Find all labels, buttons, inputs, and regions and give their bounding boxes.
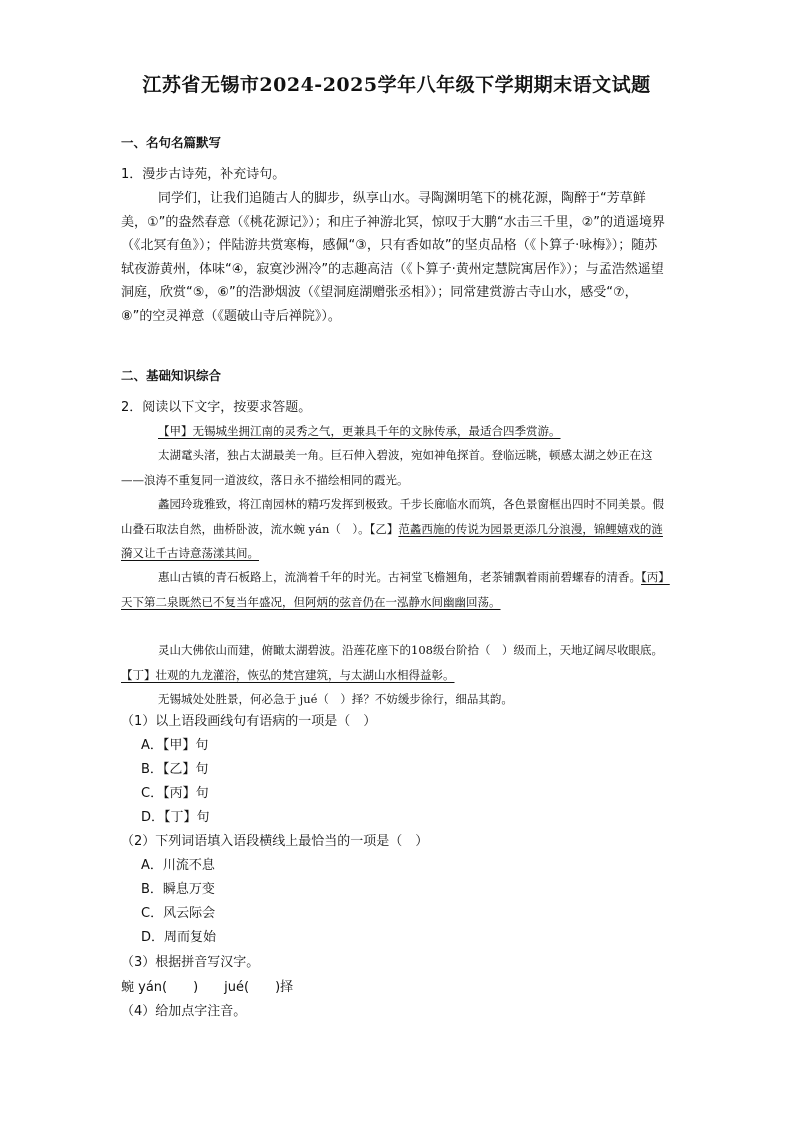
paragraph-3-text: 蠡园玲珑雅致，将江南园林的精巧发挥到极致。千步长廊临水而筑，各色景窗框出四时不同美景。假山叠石取法自然，曲桥卧波，流水蜿 yán（ ）。 <box>121 497 664 536</box>
underlined-sentence-ding: 【丁】壮观的九龙灌浴，恢弘的梵宫建筑，与太湖山水相得益彰。 <box>121 667 455 682</box>
section-heading-1: 一、名句名篇默写 <box>121 135 222 150</box>
question-1-passage: 同学们，让我们追随古人的脚步，纵享山水。寻陶渊明笔下的桃花源，陶醉于“芳草鲜美，①”的盎然春意（《桃花源记》）；和庄子神游北冥，惊叹于大鹏“水击三千里，②”的逍遥境界（《北冥有鱼》）；伴陆游共赏寒梅，感佩“③，只有香如故”的坚贞品格（《卜算子·咏梅》）；随苏轼夜游黄州，体味“④，寂寞沙洲冷”的志趣高洁（《卜算子·黄州定慧院寓居作》）；与孟浩然遥望洞庭，欣赏“⑤，⑥”的浩渺烟波（《望洞庭湖赠张丞相》）；同常建赏游古寺山水，感受“⑦，⑧”的空灵禅意（《题破山寺后禅院》）。 <box>121 191 666 324</box>
passage-paragraph-6: 无锡城处处胜景，何必急于 jué（ ）择？不妨缓步徐行，细品其韵。 <box>158 692 513 706</box>
marker-yi: 【乙】 <box>369 521 399 536</box>
passage-paragraph-2: 太湖鼋头渚，独占太湖最美一角。巨石伸入碧波，宛如神龟探首。登临远眺，顿感太湖之妙正在这——浪涛不重复同一道波纹，落日永不描绘相同的霞光。 <box>121 448 653 487</box>
section-heading-2: 二、基础知识综合 <box>121 368 222 383</box>
subquestion-2: （2）下列词语填入语段横线上最恰当的一项是（ ） <box>121 834 429 849</box>
passage-paragraph-4 <box>121 565 670 614</box>
option-b[interactable]: B．【乙】句 <box>141 762 209 777</box>
pinyin-answer-line[interactable]: 蜿 yán( ) jué( )择 <box>121 980 294 995</box>
page-title: 江苏省无锡市2024-2025学年八年级下学期期末语文试题 <box>142 74 651 96</box>
option-c[interactable]: C．【丙】句 <box>141 786 209 801</box>
paragraph-4-text: 惠山古镇的青石板路上，流淌着千年的时光。古祠堂飞檐翘角，老茶铺飘着雨前碧螺春的清香。 <box>158 570 641 584</box>
underlined-sentence-jia: 【甲】无锡城坐拥江南的灵秀之气，更兼具千年的文脉传承，最适合四季赏游。 <box>158 424 561 438</box>
underlined-sentence-bing: 【丙】天下第二泉既然已不复当年盛况，但阿炳的弦音仍在一泓静水间幽幽回荡。 <box>121 570 670 609</box>
option-d[interactable]: D．【丁】句 <box>141 810 210 825</box>
question-2-prompt: 2．阅读以下文字，按要求答题。 <box>121 400 312 415</box>
underlined-sentence-yi: 范蠡西施的传说为园景更添几分浪漫，锦鲤嬉戏的涟漪又让千古诗意荡漾其间。 <box>121 521 663 560</box>
option-c[interactable]: C．风云际会 <box>141 906 216 921</box>
passage-paragraph-3 <box>121 492 670 566</box>
subquestion-4: （4）给加点字注音。 <box>121 1004 247 1019</box>
option-a[interactable]: A．川流不息 <box>141 858 215 873</box>
passage-paragraph-5 <box>121 638 670 687</box>
option-b[interactable]: B．瞬息万变 <box>141 882 215 897</box>
subquestion-1: （1）以上语段画线句有语病的一项是（ ） <box>121 714 377 729</box>
option-d[interactable]: D．周而复始 <box>141 930 217 945</box>
question-1-prompt: 1．漫步古诗苑，补充诗句。 <box>121 167 286 182</box>
option-a[interactable]: A．【甲】句 <box>141 738 209 753</box>
passage-paragraph-jia <box>121 419 670 444</box>
paragraph-5-text: 灵山大佛依山而建，俯瞰太湖碧波。沿莲花座下的108级台阶拾（ ）级而上，天地辽阔尽收眼底。 <box>158 643 663 657</box>
subquestion-3: （3）根据拼音写汉字。 <box>121 955 260 970</box>
